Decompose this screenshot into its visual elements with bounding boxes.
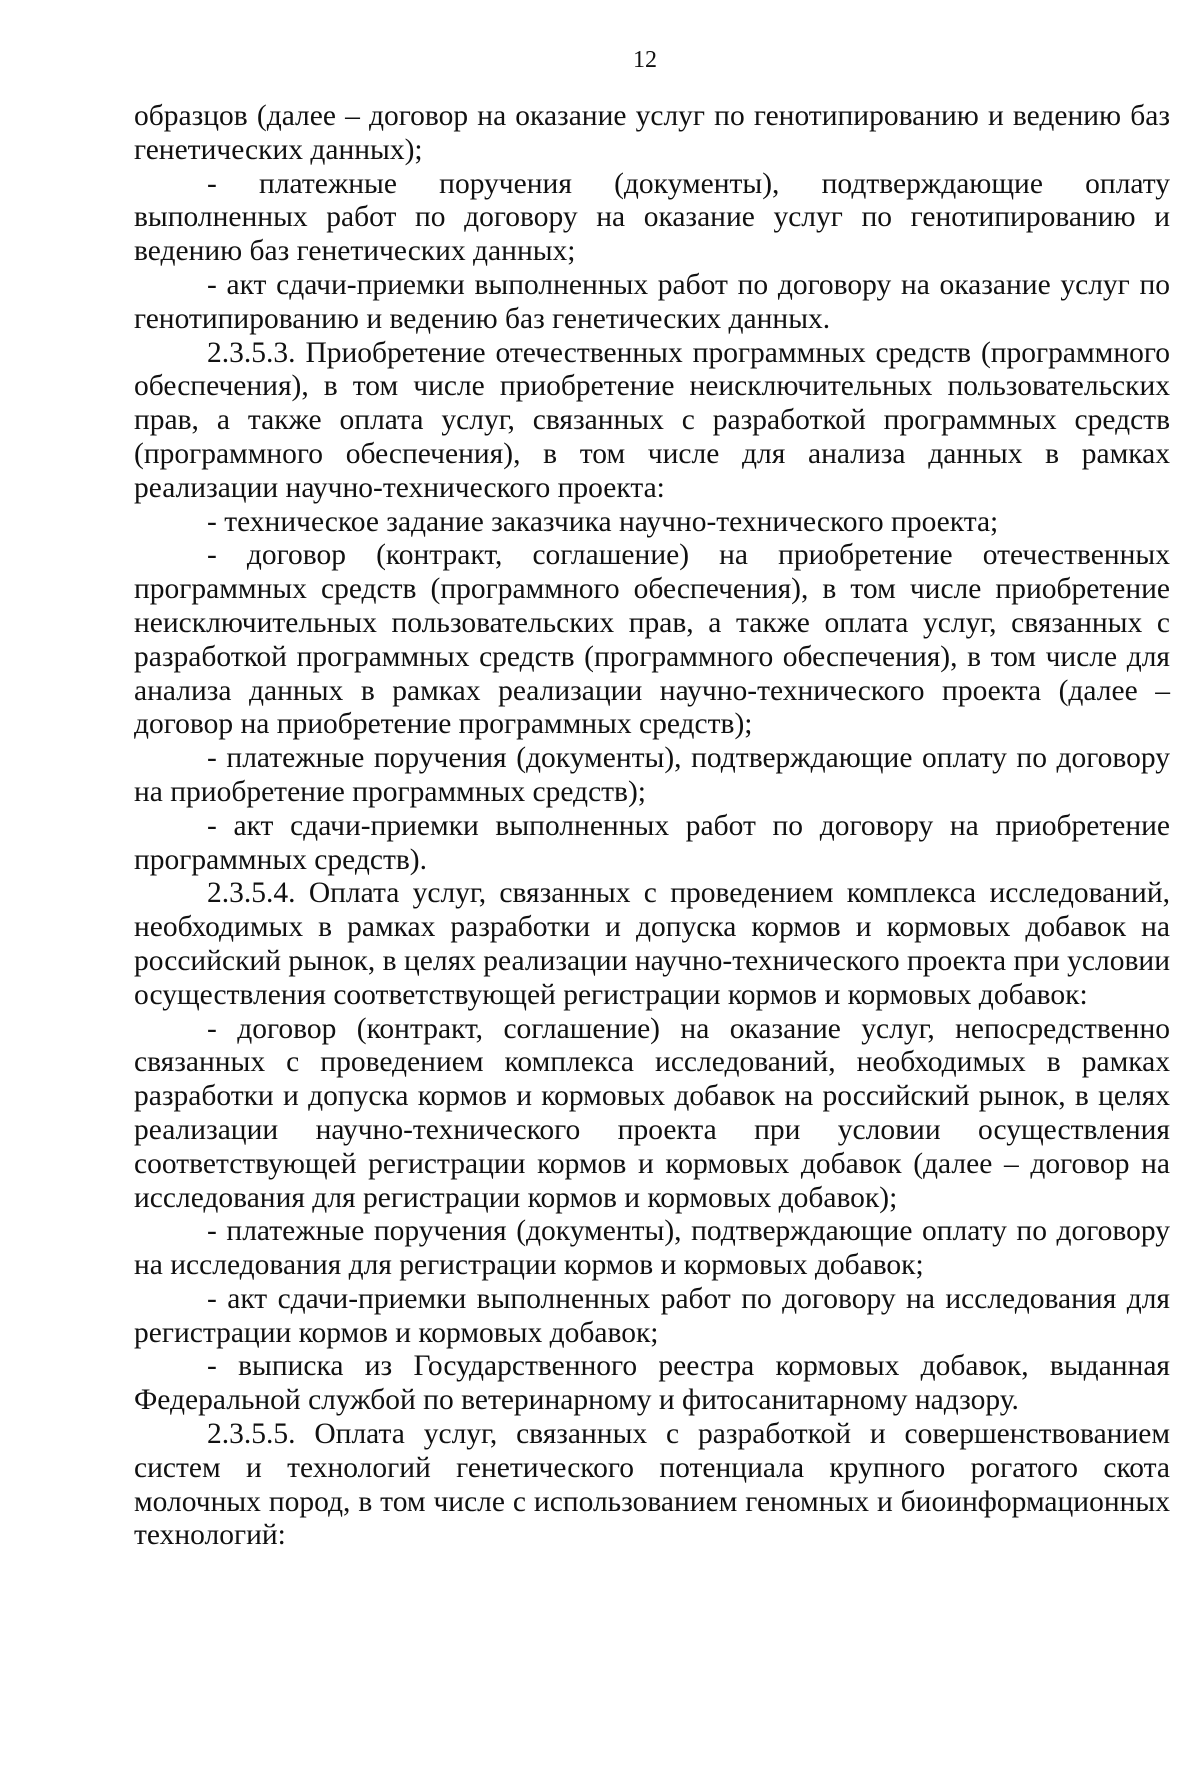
paragraph-12: - акт сдачи-приемки выполненных работ по договору на исследования для регистрации кормов и кормовых добавок; bbox=[134, 1282, 1170, 1349]
paragraph-10: - договор (контракт, соглашение) на оказание услуг, непосредственно связанных с проведением комплекса исследований, необходимых в рамках разработки и допуска кормов и кормовых добавок на российский рынок, в целях реализации научно-технического проекта при условии осуществления соответствующей регистрации кормов и кормовых добавок (далее – договор на исследования для регистрации кормов и кормовых добавок); bbox=[134, 1012, 1170, 1214]
paragraph-7: - платежные поручения (документы), подтверждающие оплату по договору на приобретение программных средств); bbox=[134, 742, 1170, 808]
document-body bbox=[134, 100, 1170, 1553]
paragraph-1: образцов (далее – договор на оказание услуг по генотипированию и ведению баз генетических данных); bbox=[134, 100, 1170, 166]
paragraph-4-section-2-3-5-3: 2.3.5.3. Приобретение отечественных программных средств (программного обеспечения), в том числе приобретение неисключительных пользовательских прав, а также оплата услуг, связанных с разработкой программных средств (программного обеспечения), в том числе для анализа данных в рамках реализации научно-технического проекта: bbox=[134, 336, 1170, 504]
page-number: 12 bbox=[633, 47, 657, 73]
paragraph-8: - акт сдачи-приемки выполненных работ по договору на приобретение программных средств). bbox=[134, 809, 1170, 876]
paragraph-5: - техническое задание заказчика научно-технического проекта; bbox=[207, 505, 999, 538]
paragraph-3: - акт сдачи-приемки выполненных работ по договору на оказание услуг по генотипированию и ведению баз генетических данных. bbox=[134, 268, 1170, 335]
paragraph-13: - выписка из Государственного реестра кормовых добавок, выданная Федеральной службой по ветеринарному и фитосанитарному надзору. bbox=[134, 1350, 1170, 1417]
paragraph-6: - договор (контракт, соглашение) на приобретение отечественных программных средств (программного обеспечения), в том числе приобретение неисключительных пользовательских прав, а также оплата услуг, связанных с разработкой программных средств (программного обеспечения), в том числе для анализа данных в рамках реализации научно-технического проекта (далее – договор на приобретение программных средств); bbox=[134, 539, 1170, 741]
paragraph-11: - платежные поручения (документы), подтверждающие оплату по договору на исследования для регистрации кормов и кормовых добавок; bbox=[134, 1215, 1170, 1282]
paragraph-2: - платежные поручения (документы), подтверждающие оплату выполненных работ по договору на оказание услуг по генотипированию и ведению баз генетических данных; bbox=[134, 167, 1170, 268]
paragraph-9-section-2-3-5-4: 2.3.5.4. Оплата услуг, связанных с проведением комплекса исследований, необходимых в рамках разработки и допуска кормов и кормовых добавок на российский рынок, в целях реализации научно-технического проекта при условии осуществления соответствующей регистрации кормов и кормовых добавок: bbox=[134, 877, 1170, 1011]
paragraph-14-section-2-3-5-5: 2.3.5.5. Оплата услуг, связанных с разработкой и совершенствованием систем и технологий генетического потенциала крупного рогатого скота молочных пород, в том числе с использованием геномных и биоинформационных технологий: bbox=[134, 1418, 1170, 1552]
